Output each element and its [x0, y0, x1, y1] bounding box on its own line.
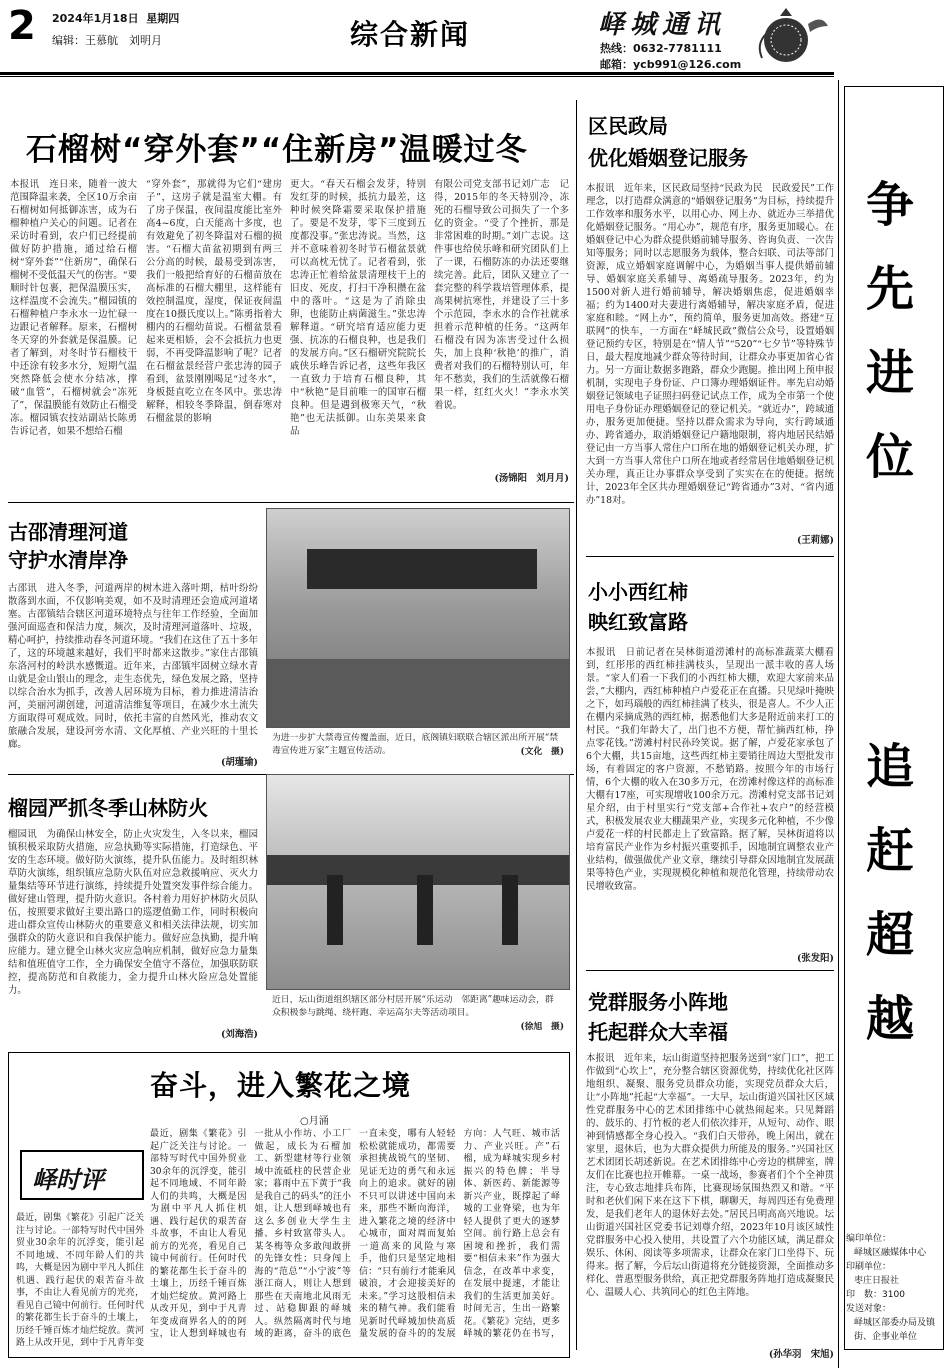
photo-caption: 近日，坛山街道组织辖区部分村居开展“乐运动 邻距离”趣味运动会，群众积极参与跳绳、绕杆跑、幸运高尔夫等活动项目。 — [272, 995, 554, 1018]
article-body: 本报讯 连日来，随着一波大范围降温来袭，全区10万余亩石榴树如何抵御冻害，成为石榴种植户关心的问题。记者在采访时看到，农户们已经提前做好防护措施，通过给石榴树“穿外套”“住新房”，确保石榴树不受低温天气的伤害。“要顺时针包裹，把保温膜压实，这样温度不会流失。”榴园镇的石榴种植户李永水一边忙碌一边跟记者解释。原来，石榴树冬天穿的外套就是保温膜。记者了解到，对冬时节石榴枝干中还涂有较多水分，短期气温突然降低会使水分结冰，撑破“血管”，石榴树就会“冻死了”，保温膜能有效防止石榴受冻。榴园镇农技站副站长陈勇告诉记者，如果不想给石榴 — [10, 179, 137, 437]
imprint — [846, 1232, 942, 1344]
article-byline: ○月涌 — [300, 1116, 329, 1127]
article-author: (孙华羽 宋旭) — [768, 1349, 834, 1360]
column-name: 峄时评 — [32, 1166, 104, 1194]
column-badge — [20, 1150, 144, 1200]
slogan-char: 赶 — [866, 823, 915, 879]
page-number: 2 — [8, 3, 36, 49]
imprint-value: 峄城区部委办局及镇街、企事业单位 — [854, 1318, 936, 1342]
article-title: 守护水清岸净 — [8, 548, 128, 572]
photo-caption: 为进一步扩大禁毒宣传覆盖面，近日，底阁镇妇联联合辖区派出所开展“禁毒宣传进万家”主题宣传活动。 — [272, 733, 558, 756]
imprint-label: 编印单位： — [846, 1234, 892, 1244]
article-body: 最近，剧集《繁花》引起广泛关注与讨论。一部特写时代中国外贸业30余年的沉浮变，能引起不同地域、不同年龄人们的共鸣，大概是因为剧中平凡人抓住机遇、践行起伏的艰苦奋斗故事，不由让人看见前方的光亮，看见自己镜中何前行。任何时代的繁花都生长于奋斗的土壤上，历经千锤百炼才灿烂绽放。黄河路上从改开见，到中于凡青年变 — [16, 1213, 144, 1348]
article-author: (胡瑾瑜) — [221, 757, 258, 768]
date-line — [52, 10, 179, 26]
article-body: 榴园讯 为确保山林安全，防止火灾发生，入冬以来，榴园镇积极采取防火措施，应急执勤等实际措施，打造绿色、平安的生态环境。做好防火演练，提升队伍能力。及时组织林草防火演练，组织镇应急防火队伍对应急救援响应、灭火力量集结等环节进行演练，持续提升处置突发事件综合能力。做好建山管理，提升防火意识。各村着力用好护林防火员队伍，按照要求做好主要出路口的巡逻值勤工作，同时积极向进山群众宣传山林防火的重要意义和相关法律法规，切实加强群众的防火意识和自我保护能力。做好应急执勤，提升响应能力。建立健全山林火灾应急响应机制，做好应急力量集结和值班值守工作，全力确保安全值守不落位，加强联防联控，提高防范和自救能力，金力提升山林火险应急处置能力。 — [8, 829, 258, 996]
article-title: 优化婚姻登记服务 — [588, 146, 748, 170]
article-body: 本报讯 近年来，区民政局坚持“民政为民 民政爱民”工作理念，以打造群众满意的“婚姻登记服务”为目标，持续提升工作效率和服务水平，以用心办、网上办、就近办三举措优化婚姻登记服务。“用心办”，规范有序，服务更加暖心。在婚姻登记中心为群众提供婚前辅导服务、咨询负责、一次告知等服务；同时以志愿服务为载体，整合妇联、司法等部门资源，成立婚姻家庭调解中心，为婚姻当事人提供婚前辅导、婚姻家庭关系辅导、离婚疏导服务。2023年，约为1500对新人进行婚前辅导，解决婚姻焦虑，促进婚姻幸福；约为1400对夫妻进行离婚辅导，解决家庭矛盾，促进家庭和睦。“网上办”，预约简单，服务更加高效。搭建“互联网”的快车，一方面在“峄城民政”微信公众号，设置婚姻登记预约专区，特别是在“情人节”“520”“七夕节”等特殊节日，最大程度地减少群众等待时间，让群众办事更加省心省力。另一方面让数据多跑路，群众少跑腿。推出网上预申报机制，实现电子身份证、户口簿办理婚姻证件。率先启动婚姻登记领域电子证照扫码登记试点工作，成为全市第一个使用电子身份证办理婚姻登记的登记机关。“就近办”，跨域通办，服务更加便捷。坚持以群众需求为导向，实行跨域通办、跨省通办，取消婚姻登记户籍地限制，将内地居民结婚登记由一方当事人常住户口所在地的婚姻登记机关办理，扩大到一方当事人常住户口所在地或者经常居住地婚姻登记机关办理，真正让办事群众享受到了实实在在的便捷。据统计，2023年全区共办理婚姻登记“跨省通办”3对、“省内通办”18对。 — [586, 183, 834, 506]
slogan-char: 进 — [866, 345, 915, 401]
photo-author: (徐旭 摄) — [520, 1022, 564, 1032]
photo-author: (文化 摄) — [520, 747, 564, 757]
article-body: 本报讯 近年来，坛山街道坚持把服务送到“家门口”，把工作做到“心坎上”，充分整合辖区资源优势，持续优化社区阵地组织、凝聚、服务党员群众功能，实现党员群众大后，让“小阵地”托起“大幸福”。一大早，坛山街道兴国社区区域性党群服务中心的艺术团排练中心就热闹起来。只见舞蹈的、鼓乐的、打竹板的老人们依次排开，从短句、动作、眼神到情感都全身心投入。“我们白天带孙，晚上闲出，就在家里，退休后，也为大群众提供力所能及的服务。”兴国社区艺术团团长胡述新说。在艺术团排练中心旁边的棋牌室，牌友们在比赛也拉开帷幕。一桌一战场，参赛者们个个全神贯注，专心致志地排兵布阵，比赛现场氛围热烈又和谐。“平时和老伙们闲下来在这下下棋，聊聊天，每周四还有免费理发，是我们老年人的退休好去处。”居民吕明高高兴地说。坛山街道兴国社区党委书记刘尊介绍，2023年10月该区域性党群服务中心投入使用，共设置了六个功能区域，满足群众娱乐、休闲、阅读等多项需求，让群众在家门口坐得下、玩得来。据了解，今后坛山街道将充分链接资源，全面推动多样化、普惠型服务供给，真正把党群服务阵地打造成凝聚民心、温暖人心、共筑同心的红色主阵地。 — [586, 1053, 834, 1298]
slogan-char: 争 — [866, 177, 915, 233]
article-author: (王莉娜) — [797, 535, 834, 546]
date: 2024年1月18日 — [52, 12, 139, 25]
weekday: 星期四 — [146, 12, 180, 25]
imprint-label: 印 数： — [846, 1290, 883, 1300]
slogan-char: 位 — [866, 429, 915, 485]
article-author: (汤锦阳 刘月月) — [494, 473, 569, 484]
article-author: (刘海浩) — [221, 1029, 258, 1040]
slogan-char: 超 — [866, 907, 915, 963]
article-title: 区民政局 — [588, 114, 668, 138]
imprint-label: 发送对象： — [846, 1304, 892, 1314]
article-title: 党群服务小阵地 — [588, 990, 728, 1014]
article-title: 奋斗，进入繁花之境 — [150, 1069, 412, 1102]
email: 邮箱：ycb991@126.com — [600, 58, 742, 71]
article-body: 最近，剧集《繁花》引起广泛关注与讨论。一部特写时代中国外贸业30余年的沉浮变，能引起不同地域、不同年龄人们的共鸣，大概是因为剧中平凡人抓住机遇、践行起伏的艰苦奋斗故事，不由让人看见前方的光亮，看见自己镜中何前行。任何时代的繁花都生长于奋斗的土壤上，历经千锤百炼才灿烂绽放。黄河路上从改开见，到中于凡青年变成商界名人的的阿宝，让人想到峄城也有一批从小作坊、小工厂做起，成长为石榴加工、新型建材等行业领域中流砥柱的民营企业家；暮雨中五下黄于“我是我自己的码头”的汪小姐，让人想到峄城也有这么多创业大学生主播、乡村致富带头人。某冬梅等众多敢闯敢拼的先锋女性；只身闯上海的“范总”“小宁波”等浙江商人，则让人想到那些在天南地北风雨无过、站稳脚跟的峄城人。纵然隔离时代与地域的距离，奋斗的底色一直未变，哪有人轻轻松松就能成功，都需要承担挑战锐气的坚韧、见证无边的勇气和永远向上的追求。就好的剧不只可以讲述中国向未来，那些不断向海洋，进入繁花之境的经济中心城市，面对周而复始一道高来的风险与寒手，他们只是坚定地相信：“只有前行才能乘风破浪，才会迎接美好的未来。”学习这股相信未来的精气神。我们能看见新时代峄城加快高质量发展的奋斗的的发展方向：人气旺、城市活力、产业兴旺。产”石榴，成为峄城实现乡村振兴的特色牌；半导体、新医药、新能源等新兴产业，既撑起了峄城的工业脊梁，也为年轻人提供了更大的逐梦空间。前行路上总会有困境和挫折，我们需要“相信未来”作为强大信念，在改革中求变，在发展中提速，才能让我们的生活更加美好。时间无言，生出一路繁花。《繁花》完结，更多峄城的繁花仍在书写， — [150, 1129, 560, 1339]
masthead: 峄城通讯 — [598, 10, 727, 40]
imprint-value: 枣庄日报社 — [854, 1276, 900, 1286]
slogan-char: 追 — [866, 739, 915, 795]
header-rule — [0, 72, 834, 75]
photo-fun-sports-meet — [266, 774, 570, 990]
article-body: 古邵讯 进入冬季，河道两岸的树木进入落叶期，枯叶纷纷散落到水面，不仅影响美观，如不及时清理还会造成河道堵塞。古邵镇结合辖区河道环境特点与往年工作经验，全面加强河面巡查和保洁力度，频次，及时清理河道落叶、垃圾，精心呵护，持续推动春冬河道环境。“我们在这住了五十多年了，这的环境越来越好，我们平时都来这散步。”家住古邵镇东洛河村的岭洪水感慨道。近年来，古邵镇牢固树立绿水青山就是金山银山的理念，走生态优先，绿色发展之路，坚持以综合治水为抓手，改善人居环境为目标，着力推进清洁治河，美丽河湖创建，河道清洁维复等项目，在减少水土流失方面取得可观成效。同时，依托丰富的自然风光，推动农文旅融合发展，建设河旁水清、文化厚植、产业兴旺的十里长廊。 — [8, 583, 258, 750]
pomegranate-logo — [752, 4, 832, 70]
photo-anti-drug-campaign — [266, 508, 570, 728]
slogan-char: 越 — [866, 991, 915, 1047]
article-body: 更大。“春天石榴会发芽，特别发红芽的时候，抵抗力最差，这种时候突降霜要采取保护措施了。要是不发芽，零下三度到五度都没事。”张忠涛说。当然，这并不意味着初冬时节石榴盆景就可以高枕无忧了。记者看到，张忠涛正忙着给盆景清理枝干上的旧皮、死皮，打扫干净积攒在盆中的落叶。“这是为了消除虫卵，也能防止病菌滋生。”张忠涛解释道。“研究培育适应能力更强、抗冻的石榴良种，也是我们的发展方向。”区石榴研究院院长戚侠乐峰告诉记者，这些年我区一直致力于培育石榴良种，其中“秋艳”是目前唯一的国审石榴良种。但是遇到极寒天气，“秋艳”也无法抵御。山东美果来食品 — [290, 179, 426, 437]
section-title: 综合新闻 — [350, 18, 471, 51]
article-author: (张发阳) — [797, 953, 834, 964]
article-body: “穿外套”，那就得为它们“建房子”，这房子就是温室大棚。有了房子保温，夜间温度能比室外高4~6度，白天能高十多度，也有效避免了初冬降温对石榴的损害。“石榴大苗盆初期到有两三公分高的时候，最易受到冻害，我们一般把给育好的石榴苗放在高标准的石榴大棚里，这样能有效控制温度，湿度，保证夜间温度在10摄氏度以上。”陈勇指着大棚内的石榴幼苗说。石榴盆景看起来更相娇，会不会抵抗力也更弱，不再受降温影响了呢？记者在石榴盆景经营户张忠涛的园子看到，盆景刚刚喝足“过冬水”，身板挺直吃立在冬风中。张忠涛解释，相较冬季降温，倒春寒对石榴盆景的影响 — [146, 179, 282, 424]
article-body: 有限公司党支部书记刘广志 记得，2015年的冬天特别冷，冻死的石榴导致公司损失了一个多亿的资金。“受了个挫折，那是非常困难的时期。”刘广志说。这件事也给侯乐峰和研究团队们上了一课，石榴防冻的办法还要继续完善。此后，团队又建立了一套完整的科学栽培管理体系，提高果树抗寒性，并建设了三十多个示范园，李永水的合作社就承担着示范种植的任务。“这两年石榴没有因为冻害受过什么损失，加上良种‘秋艳’的推广，消费者对我们的石榴特别认可，年年不愁卖，我们的生活就像石榴果一样，红红火火！”李永水笑着说。 — [434, 179, 569, 411]
article-title: 映红致富路 — [588, 610, 688, 634]
imprint-value: 峄城区融媒体中心 — [854, 1248, 927, 1258]
editor: 编辑：王慕航 刘明月 — [52, 34, 162, 47]
slogan-char: 先 — [866, 261, 915, 317]
imprint-label: 印刷单位： — [846, 1262, 892, 1272]
article-title: 小小西红柿 — [588, 580, 688, 604]
article-body: 本报讯 日前记者在吴林街道涝滩村的高标准蔬菜大棚看到，红彤彤的西红柿挂满枝头，呈现出一派丰收的喜人场景。“家人们看一下我们的小西红柿大棚，欢迎大家前来品尝，”大棚内，西红柿种植户卢爱花正在直播。只见绿叶掩映之下，如玛瑙般的西红柿挂满了枝头，很是喜人。不少人正在棚内采摘成熟的西红柿，据悉他们大多是附近前来打工的村民。“我们年龄大了，出门也不方便，帮忙摘西红柿，挣点零花钱。”涝滩村村民孙玲笑说。据了解，卢爱花家承包了6个大棚，共15亩地，这些西红柿主要销往周边大型批发市场，有着固定的客户资源，不愁销路。按照今年的市场行情，6个大棚的收入在30多万元，在涝滩村像这样的高标准大棚有17座，可实现增收100余万元。涝滩村党支部书记刘星介绍，由于村里实行“党支部+合作社+农户”的经营模式，积极发展农业大棚蔬果产业，实现多元化种植，不少像卢爱花一样的村民都走上了致富路。据了解，吴林街道将以培育富民产业作为乡村振兴重要抓手，因地制宜调整农业产业结构，做强做优产业文章，继续引导群众因地制宜发展蔬果等特色产业，实现规模化种植和规范化管理，持续带动农民增收致富。 — [586, 647, 834, 892]
hotline: 热线：0632-7781111 — [600, 42, 722, 55]
article-title: 榴园严抓冬季山林防火 — [8, 796, 208, 820]
imprint-value: 3100 — [882, 1290, 905, 1300]
article-title: 古邵清理河道 — [8, 520, 128, 544]
article-title: 石榴树“穿外套”“住新房”温暖过冬 — [26, 132, 528, 168]
article-title: 托起群众大幸福 — [588, 1020, 728, 1044]
